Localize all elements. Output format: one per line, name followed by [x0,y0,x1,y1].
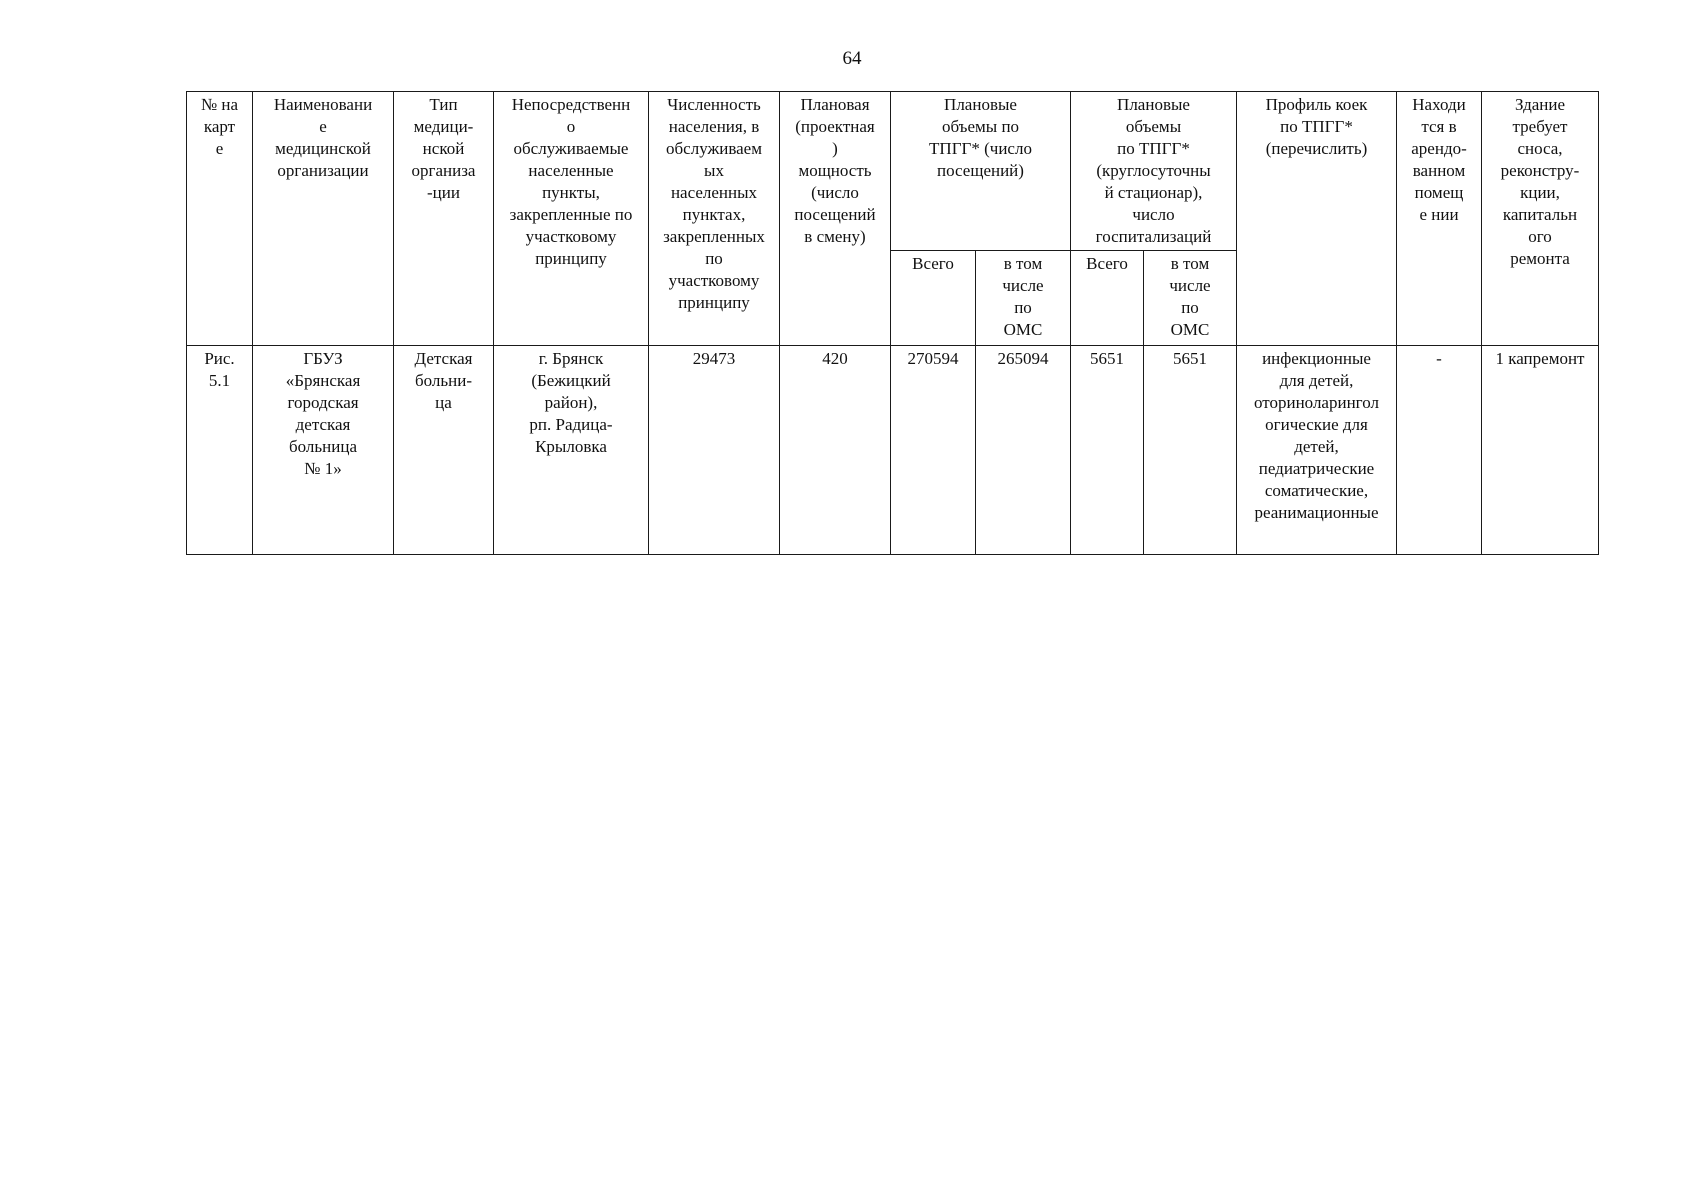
header-visits-total: Всего [891,251,976,346]
header-planned-capacity: Плановая (проектная ) мощность (число посещений в смену) [780,92,891,346]
cell-planned-capacity: 420 [780,346,891,555]
header-map-no: № на карт е [187,92,253,346]
header-row-top [187,92,1599,251]
cell-org-type: Детская больни- ца [394,346,494,555]
header-served-settlements: Непосредственн о обслуживаемые населенные пункты, закрепленные по участковому принципу [494,92,649,346]
cell-visits-oms: 265094 [976,346,1071,555]
header-hosp-oms: в том числе по ОМС [1144,251,1237,346]
header-building-needs: Здание требует сноса, реконстру- кции, капитальн ого ремонта [1482,92,1599,346]
cell-map-no: Рис. 5.1 [187,346,253,555]
header-org-type: Тип медици- нской организа -ции [394,92,494,346]
header-planned-hospitalizations: Плановые объемы по ТПГГ* (круглосуточны й стационар), число госпитализаций [1071,92,1237,251]
table-row [187,346,1599,555]
cell-population: 29473 [649,346,780,555]
cell-rented: - [1397,346,1482,555]
cell-org-name: ГБУЗ «Брянская городская детская больница № 1» [253,346,394,555]
header-rented: Находи тся в арендо- ванном помещ е нии [1397,92,1482,346]
cell-hosp-total: 5651 [1071,346,1144,555]
header-visits-oms: в том числе по ОМС [976,251,1071,346]
header-population: Численность населения, в обслуживаем ых населенных пунктах, закрепленных по участковому принципу [649,92,780,346]
header-planned-visits: Плановые объемы по ТПГГ* (число посещений) [891,92,1071,251]
cell-served-settlements: г. Брянск (Бежицкий район), рп. Радица- Крыловка [494,346,649,555]
medical-organizations-table [186,91,1599,555]
cell-hosp-oms: 5651 [1144,346,1237,555]
header-hosp-total: Всего [1071,251,1144,346]
header-bed-profile: Профиль коек по ТПГГ* (перечислить) [1237,92,1397,346]
cell-visits-total: 270594 [891,346,976,555]
header-org-name: Наименовани е медицинской организации [253,92,394,346]
cell-bed-profile: инфекционные для детей, оториноларингол огические для детей, педиатрические соматические, реанимационные [1237,346,1397,555]
page-number: 64 [842,48,862,69]
cell-building-needs: 1 капремонт [1482,346,1599,555]
